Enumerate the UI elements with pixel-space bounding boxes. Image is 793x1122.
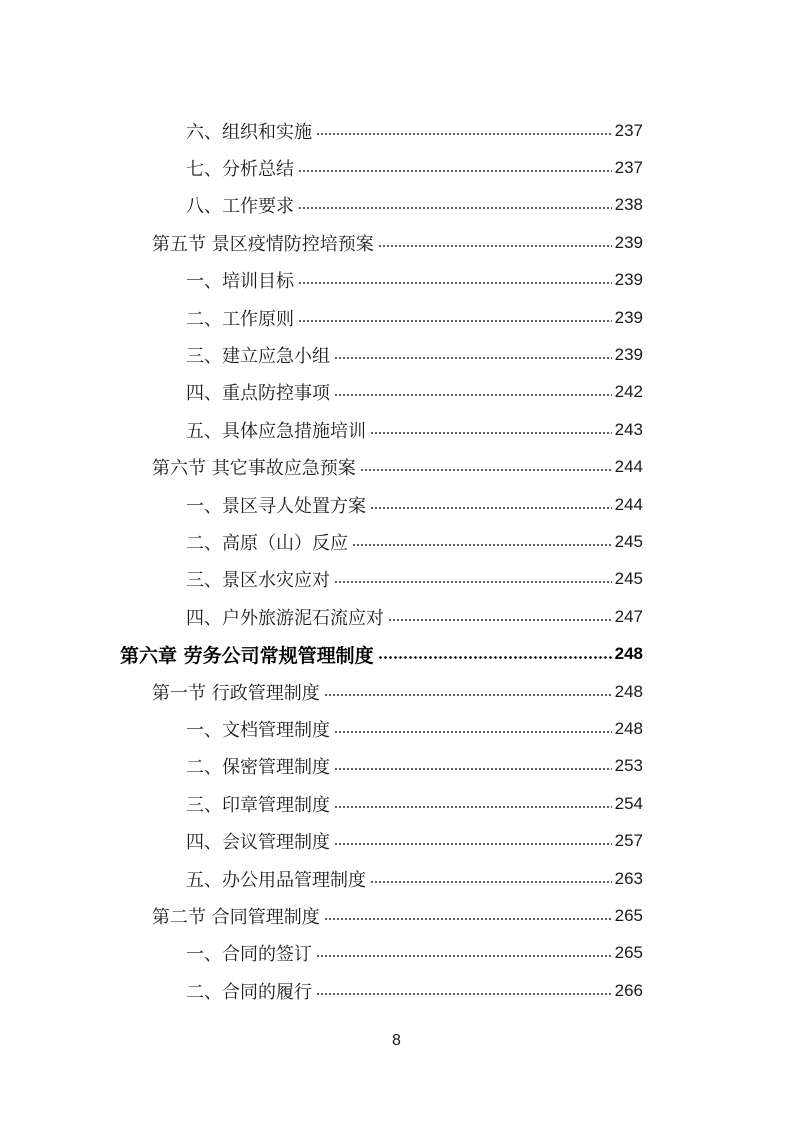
toc-entry[interactable]	[0, 112, 793, 149]
dot-leader	[324, 694, 612, 696]
table-of-contents	[0, 112, 793, 1009]
toc-entry-title: 二、合同的履行	[186, 981, 312, 1003]
dot-leader	[316, 133, 612, 135]
toc-entry-page: 245	[614, 531, 643, 551]
toc-entry[interactable]	[0, 785, 793, 822]
toc-entry-title: 第二节 合同管理制度	[152, 906, 320, 928]
toc-entry-title: 一、合同的签订	[186, 944, 312, 966]
toc-entry-page: 263	[614, 868, 643, 888]
toc-entry[interactable]	[0, 822, 793, 859]
dot-leader	[334, 731, 612, 733]
toc-entry-page: 237	[614, 158, 643, 178]
toc-entry-page: 254	[614, 793, 643, 813]
dot-leader	[370, 432, 612, 434]
toc-entry[interactable]	[0, 523, 793, 560]
toc-entry[interactable]	[0, 374, 793, 411]
toc-entry-title: 一、文档管理制度	[186, 719, 330, 741]
toc-entry-title: 八、工作要求	[186, 196, 294, 218]
toc-entry-title: 四、重点防控事项	[186, 383, 330, 405]
toc-entry-page: 239	[614, 345, 643, 365]
toc-entry-title: 一、景区寻人处置方案	[186, 495, 366, 517]
toc-entry-page: 237	[614, 120, 643, 140]
toc-entry[interactable]	[0, 561, 793, 598]
page-number: 8	[392, 1032, 401, 1049]
dot-leader	[370, 507, 612, 509]
toc-entry[interactable]	[0, 411, 793, 448]
toc-entry-page: 248	[614, 718, 643, 738]
dot-leader	[298, 282, 612, 284]
toc-entry[interactable]	[0, 262, 793, 299]
toc-entry-title: 三、印章管理制度	[186, 794, 330, 816]
toc-entry[interactable]	[0, 972, 793, 1009]
toc-entry-title: 四、会议管理制度	[186, 832, 330, 854]
dot-leader	[360, 469, 612, 471]
toc-entry[interactable]	[0, 748, 793, 785]
toc-entry-page: 243	[614, 419, 643, 439]
toc-entry-page: 265	[614, 905, 643, 925]
toc-entry[interactable]	[0, 860, 793, 897]
dot-leader	[378, 245, 612, 247]
toc-entry-title: 五、办公用品管理制度	[186, 869, 366, 891]
toc-entry[interactable]	[0, 149, 793, 186]
dot-leader	[378, 656, 612, 659]
dot-leader	[298, 320, 612, 322]
dot-leader	[334, 357, 612, 359]
toc-entry[interactable]	[0, 449, 793, 486]
toc-entry[interactable]	[0, 673, 793, 710]
toc-entry-title: 五、具体应急措施培训	[186, 420, 366, 442]
toc-entry-title: 第五节 景区疫情防控培预案	[152, 233, 374, 255]
toc-entry[interactable]	[0, 935, 793, 972]
toc-entry-page: 245	[614, 569, 643, 589]
dot-leader	[370, 881, 612, 883]
toc-entry-page: 238	[614, 195, 643, 215]
toc-entry[interactable]	[0, 299, 793, 336]
dot-leader	[352, 544, 612, 546]
dot-leader	[334, 394, 612, 396]
toc-entry-page: 248	[614, 644, 643, 664]
dot-leader	[334, 581, 612, 583]
toc-entry-page: 253	[614, 756, 643, 776]
toc-entry-page: 244	[614, 494, 643, 514]
dot-leader	[316, 955, 612, 957]
dot-leader	[324, 918, 612, 920]
toc-entry-title: 二、工作原则	[186, 308, 294, 330]
toc-entry[interactable]	[0, 486, 793, 523]
dot-leader	[334, 843, 612, 845]
toc-entry[interactable]	[0, 635, 793, 672]
toc-entry-title: 二、保密管理制度	[186, 757, 330, 779]
toc-entry[interactable]	[0, 598, 793, 635]
toc-entry-title: 七、分析总结	[186, 159, 294, 181]
toc-entry-title: 四、户外旅游泥石流应对	[186, 607, 384, 629]
toc-entry-title: 三、景区水灾应对	[186, 570, 330, 592]
toc-entry-page: 239	[614, 232, 643, 252]
toc-entry-title: 第一节 行政管理制度	[152, 682, 320, 704]
dot-leader	[334, 768, 612, 770]
toc-entry-page: 242	[614, 382, 643, 402]
toc-entry[interactable]	[0, 336, 793, 373]
toc-entry-page: 257	[614, 831, 643, 851]
toc-entry-page: 239	[614, 307, 643, 327]
dot-leader	[316, 993, 612, 995]
toc-entry[interactable]	[0, 897, 793, 934]
toc-entry-page: 266	[614, 980, 643, 1000]
dot-leader	[298, 207, 612, 209]
toc-entry-title: 二、高原（山）反应	[186, 532, 348, 554]
toc-entry-page: 247	[614, 606, 643, 626]
toc-entry-title: 第六节 其它事故应急预案	[152, 458, 356, 480]
toc-entry[interactable]	[0, 224, 793, 261]
toc-entry[interactable]	[0, 187, 793, 224]
toc-entry-title: 第六章 劳务公司常规管理制度	[120, 644, 374, 667]
toc-entry-page: 248	[614, 681, 643, 701]
dot-leader	[388, 619, 612, 621]
toc-entry-title: 三、建立应急小组	[186, 346, 330, 368]
toc-entry[interactable]	[0, 710, 793, 747]
toc-entry-page: 265	[614, 943, 643, 963]
dot-leader	[334, 806, 612, 808]
dot-leader	[298, 170, 612, 172]
toc-entry-title: 六、组织和实施	[186, 121, 312, 143]
toc-entry-page: 244	[614, 457, 643, 477]
toc-entry-title: 一、培训目标	[186, 271, 294, 293]
toc-entry-page: 239	[614, 270, 643, 290]
